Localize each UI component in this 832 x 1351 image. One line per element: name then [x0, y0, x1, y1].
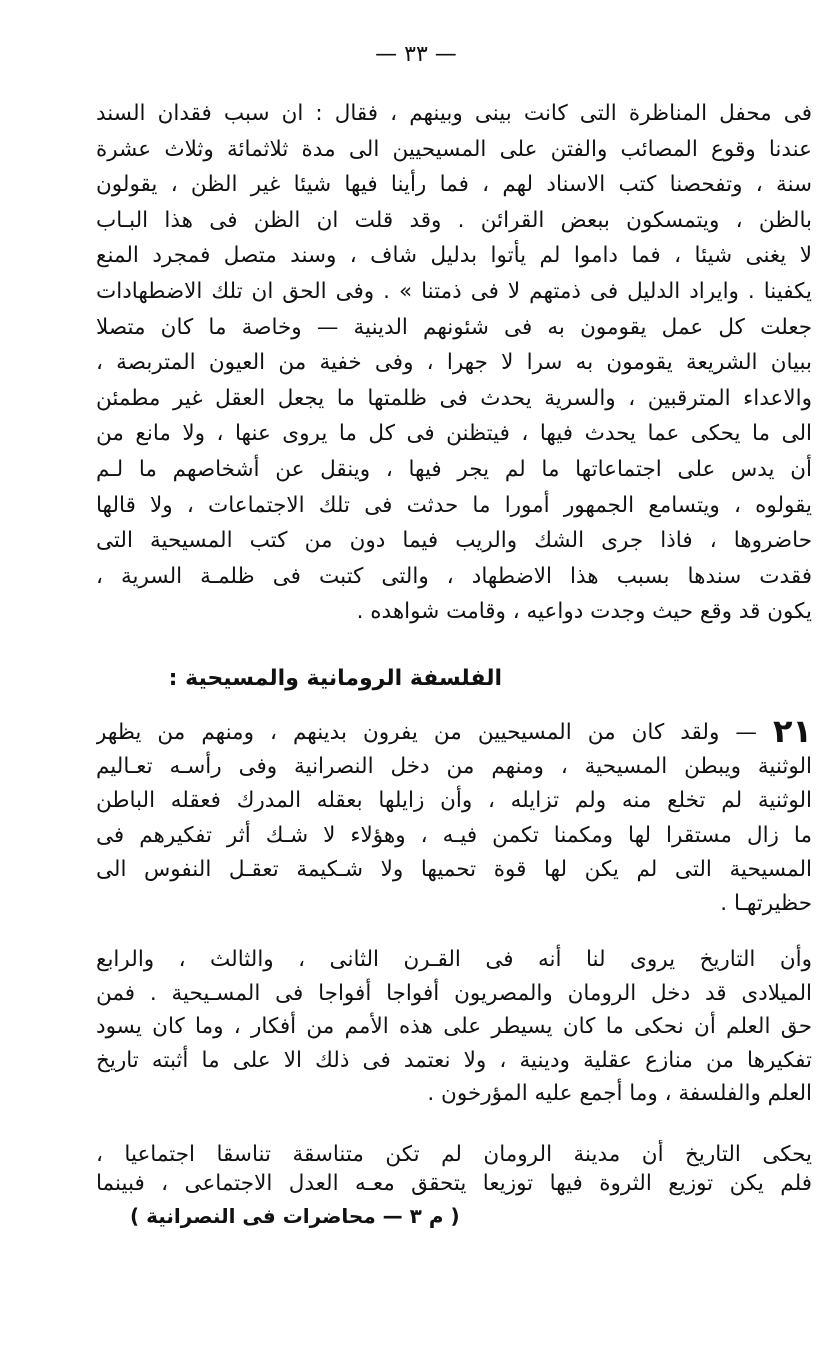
text-line: يكون قد وقع حيث وجدت دواعيه ، وقامت شواهده . [356, 599, 812, 625]
text-line: يقولوه ، ويتسامع الجمهور أمورا ما حدثت فى تلك الاجتماعات ، ولا قالها [96, 492, 812, 518]
text-line: يحكى التاريخ أن مدينة الرومان لم تكن متناسقة تناسقا اجتماعيا ، [96, 1142, 812, 1167]
text-line: سنة ، وتفحصنا كتب الاسناد لهم ، فما رأينا فيها شيئا غير الظن ، يقولون [96, 172, 812, 198]
text-line: حق العلم أن نحكى ما كان يسيطر على هذه الأمم من أفكار ، وما كان يسود [96, 1014, 812, 1040]
text-line: وأن التاريخ يروى لنا أنه فى القـرن الثانى ، والثالث ، والرابع [96, 947, 812, 972]
text-line: فقدت سندها بسبب هذا الاضطهاد ، والتى كتبت فى ظلمـة السرية ، [96, 563, 812, 589]
text-line: والاعداء المترقبين ، والسرية يحدث فى ظلمتها ما يجعل العقل غير مطمئن [96, 385, 812, 411]
text-line: ببيان الشريعة يقومون به سرا لا جهرا ، وفى خفية من العيون المتربصة ، [96, 350, 812, 376]
paragraph-1 [96, 96, 812, 630]
text-line: حاضروها ، فاذا جرى الشك والريب فيما دون من كتب المسيحية التى [96, 528, 812, 554]
text-line: حظيرتهـا . [720, 891, 812, 917]
text-line: فى محفل المناظرة التى كانت بينى وبينهم ، فقال : ان سبب فقدان السند [96, 101, 812, 126]
page-number: — ٣٣ — [375, 42, 457, 67]
text-line: تفكيرها من منازع عقلية ودينية ، ولا نعتمد فى ذلك الا على ما أثبته تاريخ [96, 1047, 812, 1073]
text-line: المسيحية التى لم يكن لها قوة تحميها ولا شـكيمة تعقـل النفوس الى [96, 856, 812, 882]
paragraph-4 [96, 1140, 812, 1198]
text-line: الميلادى قد دخل الرومان والمصريون أفواجا أفواجا فى المسـيحية . فمن [96, 980, 812, 1006]
footer-signature: ( م ٣ — محاضرات فى النصرانية ) [130, 1204, 460, 1228]
text-line: ما زال مستقرا لها ومكمنا تكمن فيـه ، وهؤلاء لا شـك أثر تفكيرهم فى [96, 822, 812, 848]
paragraph-number: ٢١ [772, 716, 812, 750]
section-heading: الفلسفة الرومانية والمسيحية : [168, 666, 502, 691]
text-line: عندنا وقوع المصائب والفتن على المسيحيين الى مدة ثلاثمائة وثلاث عشرة [96, 136, 812, 162]
text-line: الوثنية ويبطن المسيحية ، ومنهم من دخل النصرانية وفى رأسـه تعـاليم [96, 754, 812, 780]
paragraph-2 [96, 716, 812, 921]
text-line: الى ما يحكى عما يحدث فيها ، فيتظنن فى كل ما يروى عنها ، ولا مانع من [96, 421, 812, 447]
text-line: العلم والفلسفة ، وما أجمع عليه المؤرخون . [427, 1081, 812, 1107]
text-line: لا يغنى شيئا ، فما داموا لم يأتوا بدليل شاف ، وسند متصل فمجرد المنع [96, 243, 812, 269]
text-line: الوثنية لم تخلع منه ولم تزايله ، وأن زايلها بعقله المدرك فعقله الباطن [96, 788, 812, 814]
first-line-text: — ولقد كان من المسيحيين من يفرون بدينهم ، ومنهم من يظهر [96, 720, 757, 745]
text-line: أن يدس على اجتماعاتها ما لم يجر فيها ، وينقل عن أشخاصهم ما لـم [96, 456, 812, 482]
text-line: بالظن ، ويتمسكون ببعض القرائن . وقد قلت ان الظن فى هذا البـاب [96, 207, 812, 233]
text-line: جعلت كل عمل يقومون به فى شئونهم الدينية — وخاصة ما كان متصلا [96, 314, 812, 340]
text-line-numbered [96, 716, 812, 750]
text-line: فلم يكن توزيع الثروة فيها توزيعا يتحقق معـه العدل الاجتماعى ، فبينما [96, 1171, 812, 1196]
paragraph-3 [96, 943, 812, 1111]
text-line: يكفينا . وايراد الدليل فى ذمتهم لا فى ذمتنا » . وفى الحق ان تلك الاضطهادات [96, 278, 812, 304]
